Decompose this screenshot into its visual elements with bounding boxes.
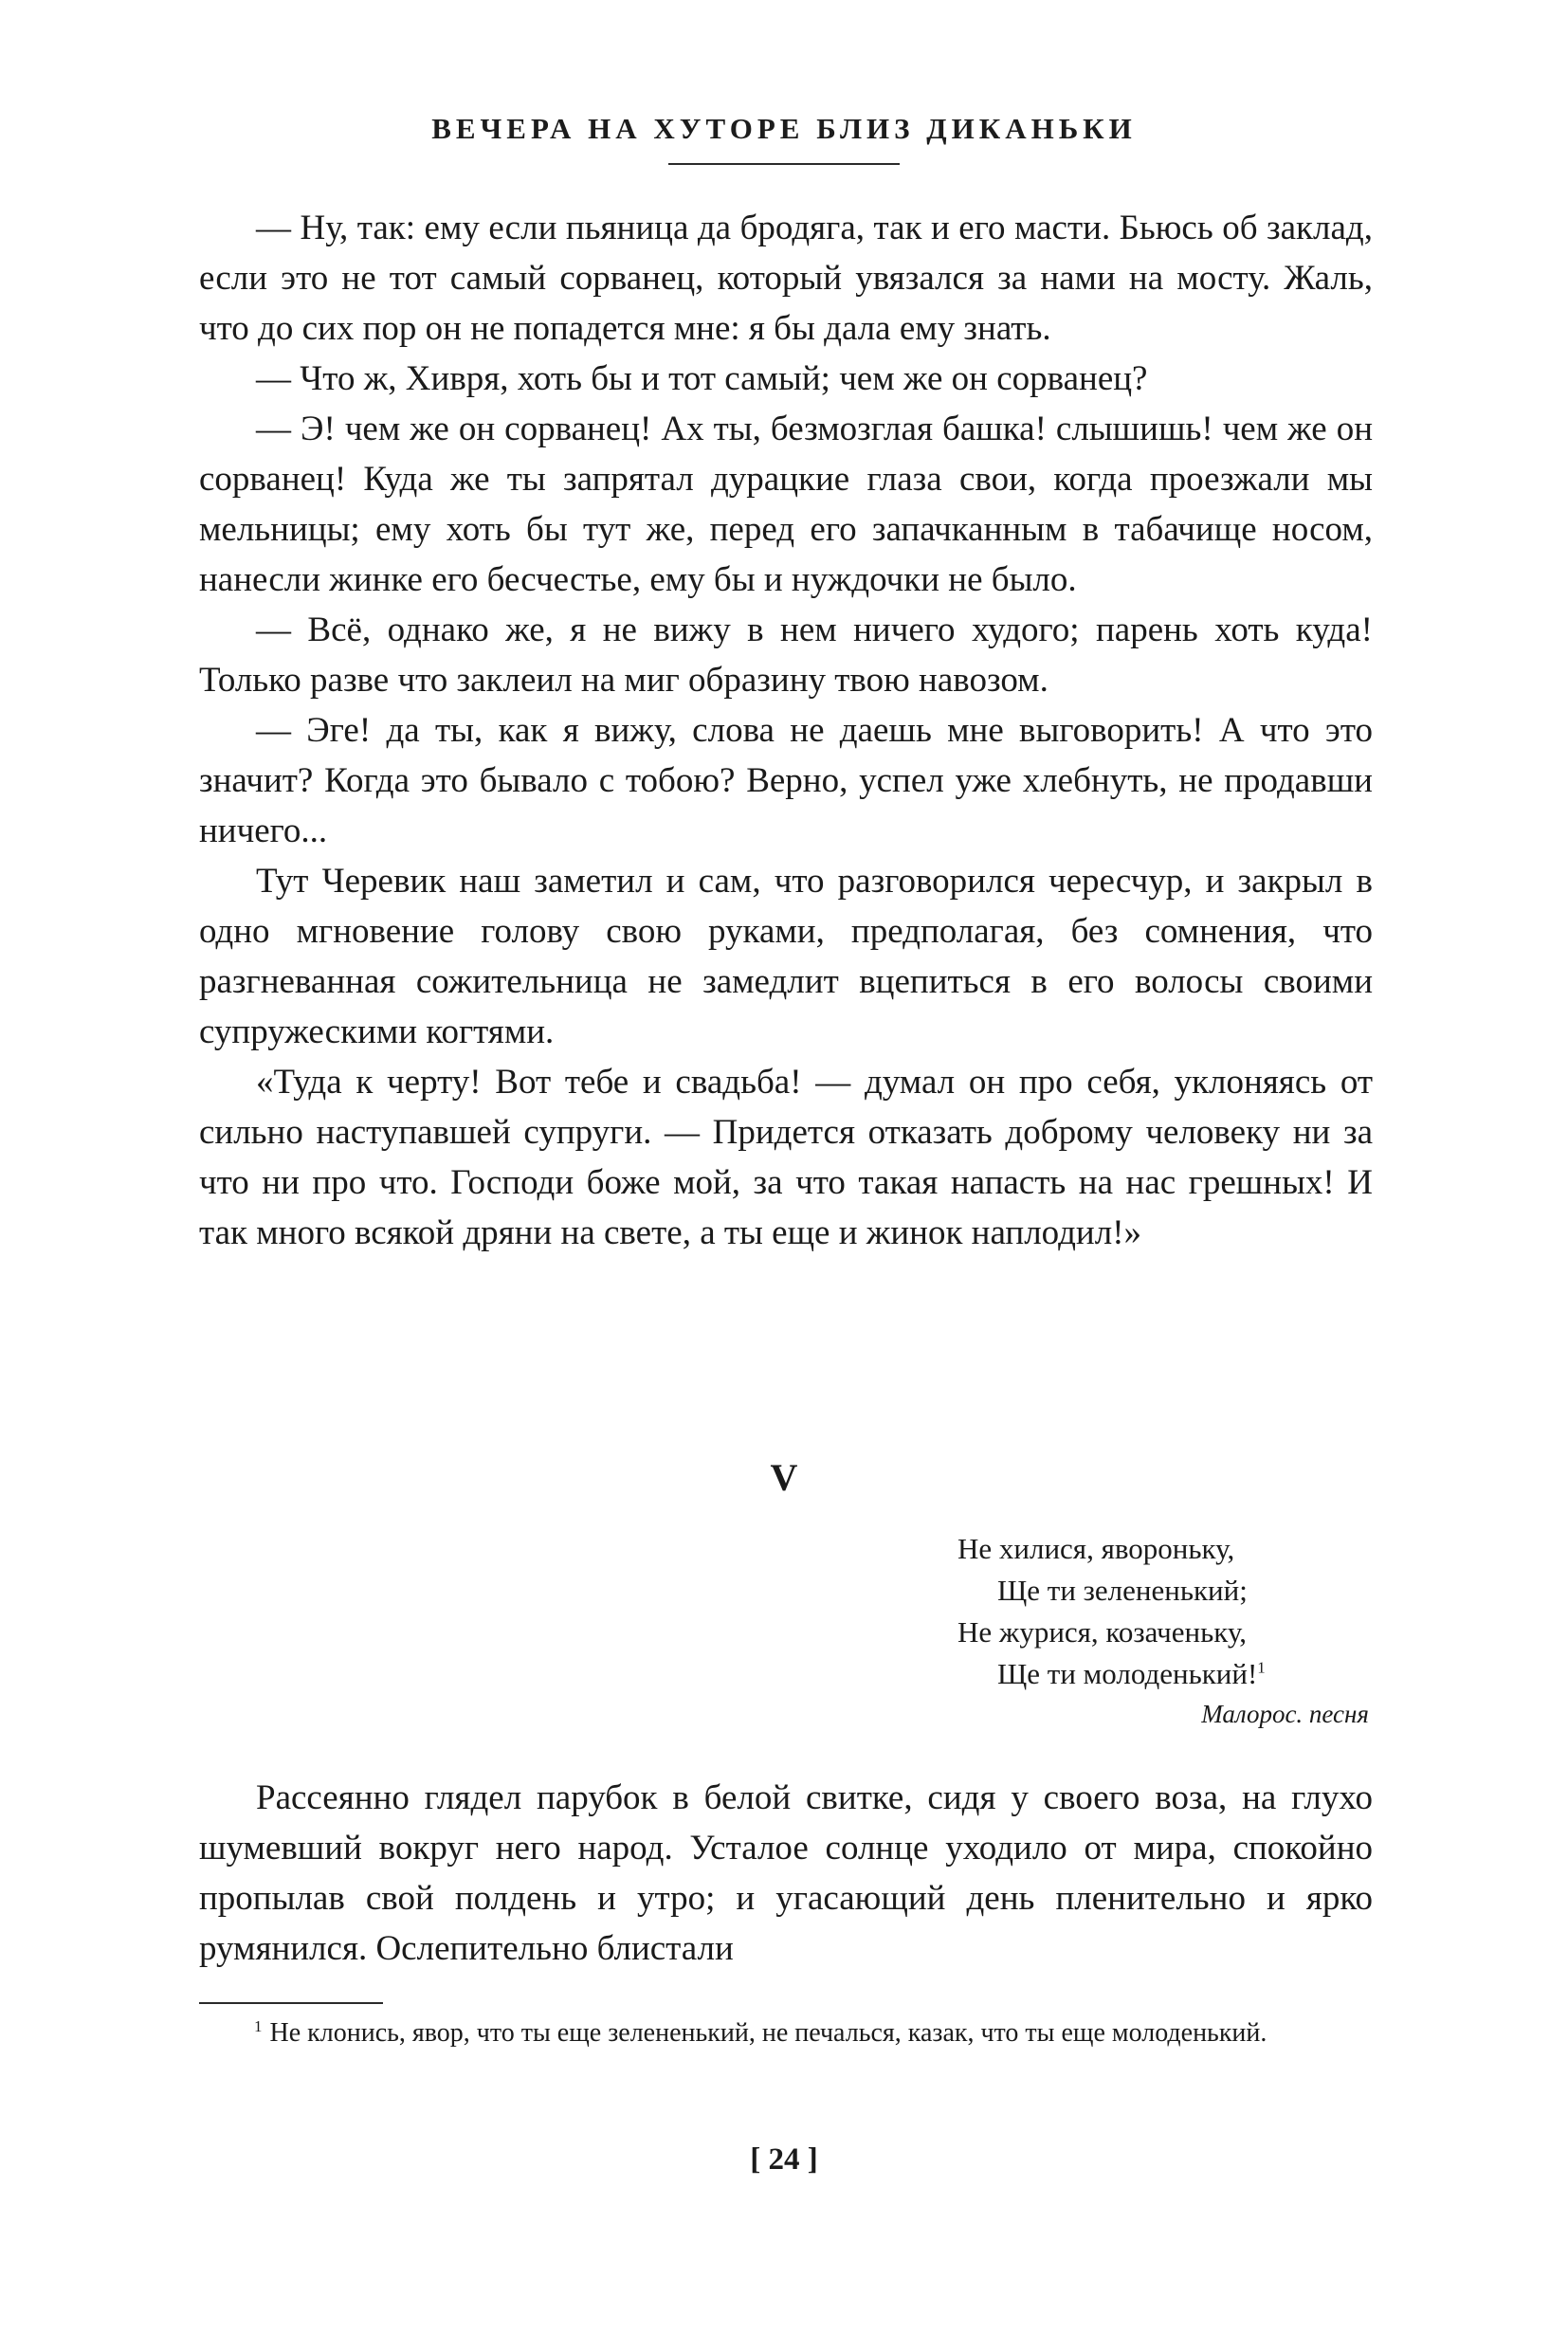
footnote-paragraph: [199, 2014, 1373, 2053]
footnote-marker: 1: [254, 2016, 263, 2035]
paragraph: — Эге! да ты, как я вижу, слова не даешь мне выговорить! А что это значит? Когда это бывало с тобою? Верно, успел уже хлебнуть, не продавши ничего...: [199, 711, 1373, 850]
paragraph: «Туда к черту! Вот тебе и свадьба! — думал он про себя, уклоняясь от сильно наступавшей супруги. — Придется отказать доброму человеку ни за что ни про что. Господи боже мой, за что такая напасть на нас грешных! И так много всякой дряни на свете, а ты еще и жинок наплодил!»: [199, 1063, 1373, 1252]
chapter-number: V: [770, 1456, 798, 1499]
epigraph-line: Не хилися, явороньку,: [957, 1532, 1235, 1565]
running-head: ВЕЧЕРА НА ХУТОРЕ БЛИЗ ДИКАНЬКИ: [431, 112, 1137, 145]
paragraph: — Что ж, Хивря, хоть бы и тот самый; чем же он сорванец?: [256, 359, 1148, 398]
paragraph: — Всё, однако же, я не вижу в нем ничего худого; парень хоть куда! Только разве что заклеил на миг образину твою навозом.: [199, 611, 1373, 700]
footnote-text: Не клонись, явор, что ты еще зелененький, не печалься, казак, что ты еще молоденький.: [269, 2018, 1267, 2048]
footnote-reference: 1: [1257, 1658, 1266, 1677]
page-number: [ 24 ]: [750, 2142, 818, 2177]
footnote: [199, 2014, 1373, 2053]
epigraph: [957, 1528, 1369, 1733]
main-text: [199, 203, 1373, 1258]
epigraph-line: Ще ти зелененький;: [997, 1574, 1248, 1607]
epigraph-line: Ще ти молоденький!: [997, 1657, 1258, 1690]
paragraph: Рассеянно глядел парубок в белой свитке, сидя у своего воза, на глухо шумевший вокруг него народ. Усталое солнце уходило от мира, спокойно пропылав свой полдень и утро; и угасающий день пленительно и ярко румянился. Ослепительно блистали: [199, 1778, 1373, 1968]
footnote-rule: [199, 2002, 383, 2004]
epigraph-attribution: Малорос. песня: [1201, 1700, 1369, 1728]
chapter-text: [199, 1773, 1373, 1974]
epigraph-line-with-note: [957, 1653, 1369, 1695]
header-rule: [668, 163, 900, 165]
paragraph: — Ну, так: ему если пьяница да бродяга, так и его масти. Бьюсь об заклад, если это не тот самый сорванец, который увязался за нами на мосту. Жаль, что до сих пор он не попадется мне: я бы дала ему знать.: [199, 209, 1373, 348]
paragraph: — Э! чем же он сорванец! Ах ты, безмозглая башка! слышишь! чем же он сорванец! Куда же ты запрятал дурацкие глаза свои, когда проезжали мы мельницы; ему хоть бы тут же, перед его запачканным в табачище носом, нанесли жинке его бесчестье, ему бы и нуждочки не было.: [199, 410, 1373, 599]
paragraph: Тут Черевик наш заметил и сам, что разговорился чересчур, и закрыл в одно мгновение голову свою руками, предполагая, без сомнения, что разгневанная сожительница не замедлит вцепиться в его волосы своими супружескими когтями.: [199, 862, 1373, 1051]
epigraph-line: Не журися, козаченьку,: [957, 1615, 1248, 1649]
